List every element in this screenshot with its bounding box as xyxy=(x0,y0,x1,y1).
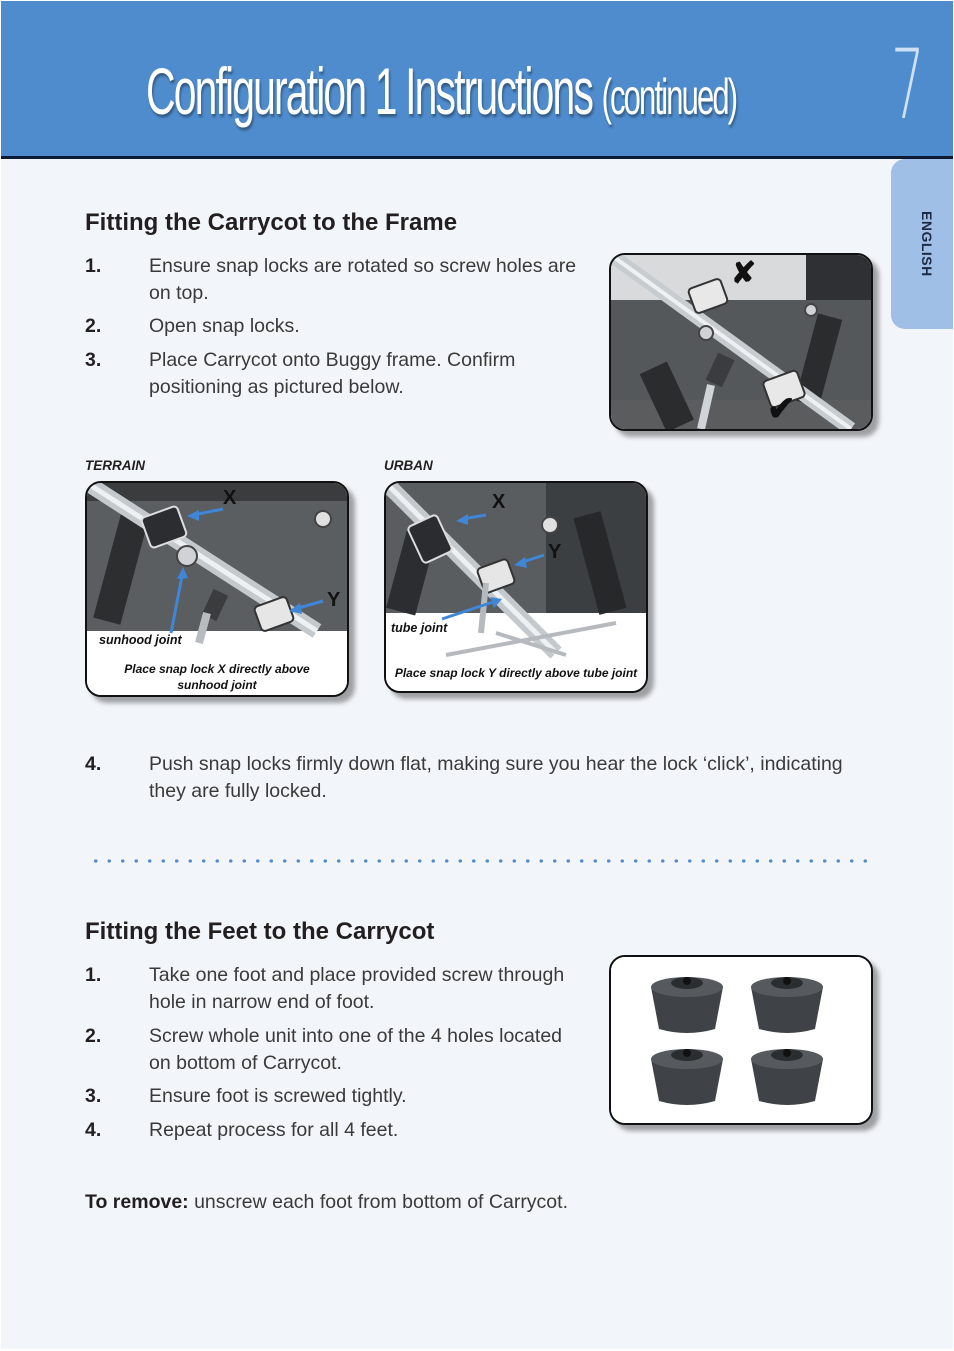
dotted-divider xyxy=(89,859,875,863)
step-number: 4. xyxy=(85,1119,102,1141)
page xyxy=(1,1,953,1349)
remove-text: unscrew each foot from bottom of Carrycot. xyxy=(188,1191,568,1213)
list-item xyxy=(85,1083,585,1111)
step-text: Ensure foot is screwed tightly. xyxy=(149,1085,407,1107)
step-number: 2. xyxy=(85,315,102,337)
list-item xyxy=(85,1117,585,1145)
step-text: Push snap locks firmly down flat, making sure you hear the lock ‘click’, indicating they are fully locked. xyxy=(149,753,843,802)
title-main: Configuration 1 Instructions xyxy=(146,54,593,128)
correct-mark-icon: ✔ xyxy=(767,390,796,428)
panel-label-terrain: TERRAIN xyxy=(85,458,145,473)
step-number: 2. xyxy=(85,1025,102,1047)
title-suffix: (continued) xyxy=(601,69,737,125)
terrain-photo xyxy=(85,481,349,697)
step-text: Take one foot and place provided screw through hole in narrow end of foot. xyxy=(149,964,565,1013)
step-text: Repeat process for all 4 feet. xyxy=(149,1119,399,1141)
remove-label: To remove: xyxy=(85,1191,189,1213)
list-item xyxy=(85,313,585,341)
section-heading-feet: Fitting the Feet to the Carrycot xyxy=(85,918,435,945)
marker-y: Y xyxy=(327,589,341,611)
step-text: Open snap locks. xyxy=(149,315,300,337)
page-title xyxy=(146,53,736,129)
incorrect-mark-icon: ✘ xyxy=(731,257,757,290)
step-number: 1. xyxy=(85,964,102,986)
step-text: Place Carrycot onto Buggy frame. Confirm positioning as pictured below. xyxy=(149,349,516,398)
header-banner xyxy=(1,1,953,159)
panel-label-urban: URBAN xyxy=(384,458,433,473)
remove-instructions xyxy=(85,1191,568,1214)
list-item xyxy=(85,751,875,807)
tube-joint-label: tube joint xyxy=(391,621,448,635)
carrycot-feet-photo xyxy=(609,955,873,1125)
foot-2 xyxy=(751,977,823,1033)
step-number: 1. xyxy=(85,255,102,277)
snap-lock-orientation-photo xyxy=(609,253,873,431)
step-number: 3. xyxy=(85,349,102,371)
marker-x: X xyxy=(223,487,237,509)
terrain-caption: Place snap lock X directly above sunhood joint xyxy=(124,662,310,692)
language-tab-label: ENGLISH xyxy=(919,211,935,277)
foot-1 xyxy=(651,977,723,1033)
list-item xyxy=(85,253,585,309)
step-number: 4. xyxy=(85,753,102,775)
step-text: Ensure snap locks are rotated so screw holes are on top. xyxy=(149,255,577,304)
list-item xyxy=(85,1023,585,1079)
marker-y: Y xyxy=(548,541,562,563)
urban-illustration xyxy=(386,483,646,691)
foot-4 xyxy=(751,1049,823,1105)
page-number: 7 xyxy=(891,29,925,141)
foot-3 xyxy=(651,1049,723,1105)
step-number: 3. xyxy=(85,1085,102,1107)
list-item xyxy=(85,962,585,1018)
feet-illustration xyxy=(611,957,871,1123)
urban-caption: Place snap lock Y directly above tube joint xyxy=(394,666,638,680)
sunhood-joint-label: sunhood joint xyxy=(99,633,182,647)
step-text: Screw whole unit into one of the 4 holes located on bottom of Carrycot. xyxy=(149,1025,563,1074)
list-item xyxy=(85,347,585,403)
section-heading-carrycot-frame: Fitting the Carrycot to the Frame xyxy=(85,209,458,236)
marker-x: X xyxy=(492,491,506,513)
urban-photo xyxy=(384,481,648,693)
language-tab xyxy=(891,159,953,329)
